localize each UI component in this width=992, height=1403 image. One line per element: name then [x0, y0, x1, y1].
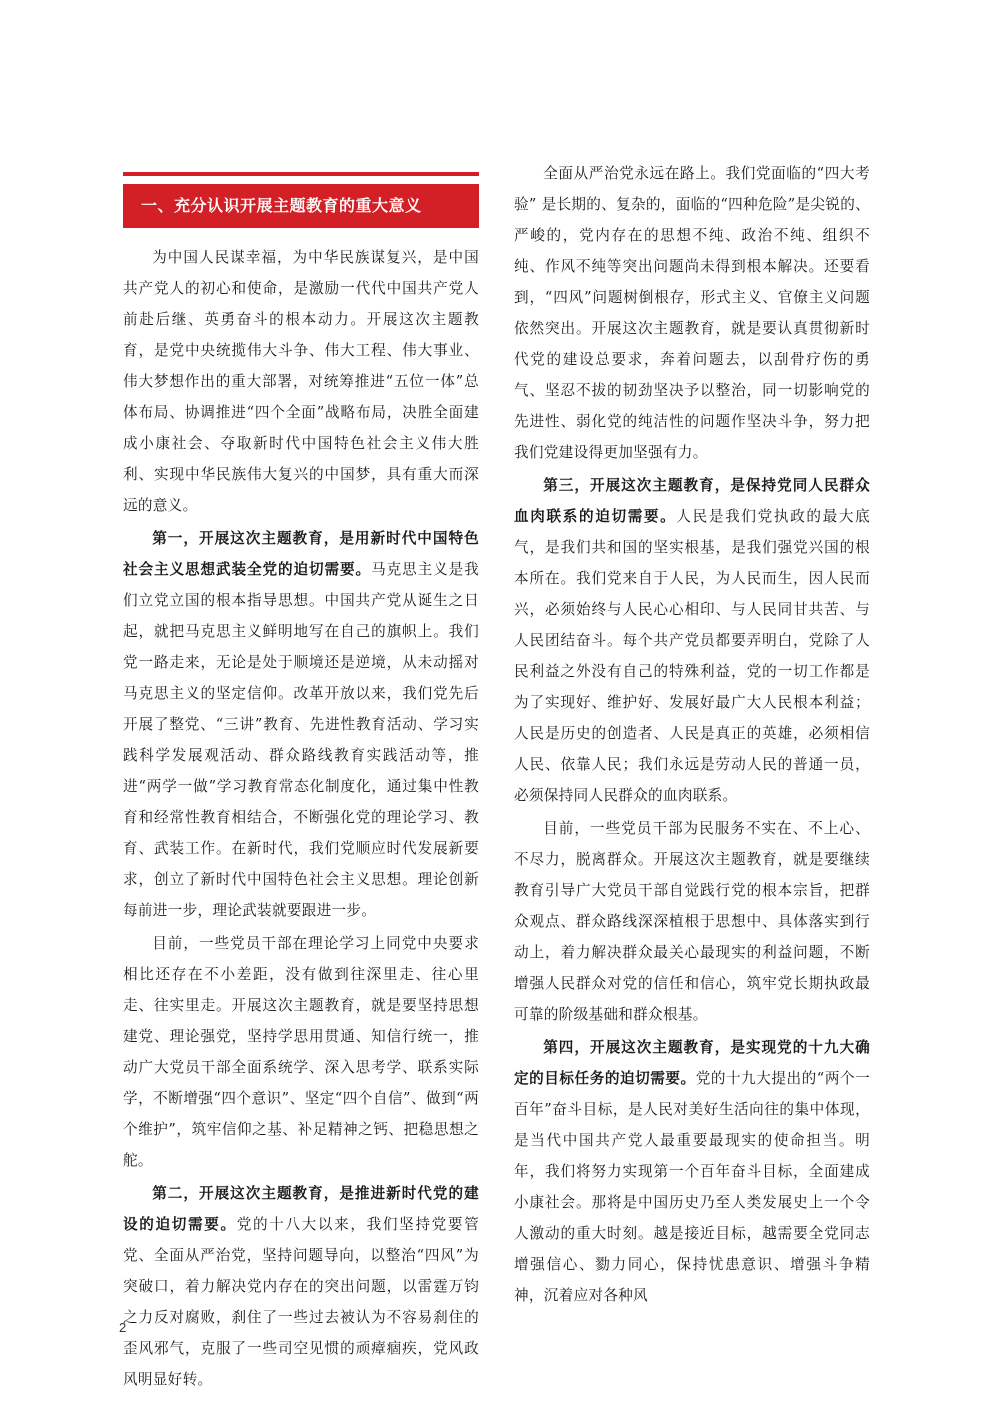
section-title: 一、充分认识开展主题教育的重大意义 — [123, 184, 479, 228]
paragraph-intro: 为中国人民谋幸福，为中华民族谋复兴，是中国共产党人的初心和使命，是激励一代代中国共产党人前赴后继、英勇奋斗的根本动力。开展这次主题教育，是党中央统揽伟大斗争、伟大工程、伟大事业、伟大梦想作出的重大部署，对统筹推进“五位一体”总体布局、协调推进“四个全面”战略布局，决胜全面建成小康社会、夺取新时代中国特色社会主义伟大胜利、实现中华民族伟大复兴的中国梦，具有重大而深远的意义。 — [123, 249, 479, 514]
paragraph-third — [514, 470, 870, 811]
left-column — [123, 0, 479, 1397]
paragraph-fourth — [514, 1032, 870, 1311]
paragraph-second-cont: 全面从严治党永远在路上。我们党面临的“四大考验” 是长期的、复杂的，面临的“四种危险”是尖锐的、严峻的，党内存在的思想不纯、政治不纯、组织不纯、作风不纯等突出问题尚未得到根本解决。还要看到，“四风”问题树倒根存，形式主义、官僚主义问题依然突出。开展这次主题教育，就是要认真贯彻新时代党的建设总要求，奔着问题去，以刮骨疗伤的勇气、坚忍不拔的韧劲坚决予以整治，同一切影响党的先进性、弱化党的纯洁性的问题作坚决斗争，努力把我们党建设得更加坚强有力。 — [514, 165, 870, 461]
page-number: 2 — [119, 1320, 127, 1335]
paragraph-fourth-body: 党的十九大提出的“两个一百年”奋斗目标，是人民对美好生活向往的集中体现，是当代中国共产党人最重要最现实的使命担当。明年，我们将努力实现第一个百年奋斗目标，全面建成小康社会。那将是中国历史乃至人类发展史上一个令人激动的重大时刻。越是接近目标，越需要全党同志增强信心、勠力同心，保持忧患意识、增强斗争精神，沉着应对各种风 — [514, 1070, 870, 1304]
paragraph-fourth-lead: 第四，开展这次主题教育，是实现党的十九大确定的目标任务的迫切需要。 — [514, 1039, 870, 1087]
paragraph-third-lead: 第三，开展这次主题教育，是保持党同人民群众血肉联系的迫切需要。 — [514, 477, 870, 525]
paragraph-third-current: 目前，一些党员干部为民服务不实在、不上心、不尽力，脱离群众。开展这次主题教育，就是要继续教育引导广大党员干部自觉践行党的根本宗旨，把群众观点、群众路线深深植根于思想中、具体落实到行动上，着力解决群众最关心最现实的利益问题，不断增强人民群众对党的信任和信心，筑牢党长期执政最可靠的阶级基础和群众根基。 — [514, 820, 870, 1023]
paragraph-first-body: 马克思主义是我们立党立国的根本指导思想。中国共产党从诞生之日起，就把马克思主义鲜明地写在自己的旗帜上。我们党一路走来，无论是处于顺境还是逆境，从未动摇对马克思主义的坚定信仰。改革开放以来，我们党先后开展了整党、“三讲”教育、先进性教育活动、学习实践科学发展观活动、群众路线教育实践活动等，推进“两学一做”学习教育常态化制度化，通过集中性教育和经常性教育相结合，不断强化党的理论学习、教育、武装工作。在新时代，我们党顺应时代发展新要求，创立了新时代中国特色社会主义思想。理论创新每前进一步，理论武装就要跟进一步。 — [123, 561, 479, 919]
paragraph-first-lead: 第一，开展这次主题教育，是用新时代中国特色社会主义思想武装全党的迫切需要。 — [123, 530, 479, 578]
paragraph-second-body: 党的十八大以来，我们坚持党要管党、全面从严治党，坚持问题导向，以整治“四风”为突破口，着力解决党内存在的突出问题，以雷霆万钧之力反对腐败，刹住了一些过去被认为不容易刹住的歪风邪气，克服了一些司空见惯的顽瘴痼疾，党风政风明显好转。 — [123, 1216, 479, 1388]
section-header — [123, 172, 479, 232]
paragraph-third-body: 人民是我们党执政的最大底气，是我们共和国的坚实根基，是我们强党兴国的根本所在。我们党来自于人民，为人民而生，因人民而兴，必须始终与人民心心相印、与人民同甘共苦、与人民团结奋斗。每个共产党员都要弄明白，党除了人民利益之外没有自己的特殊利益，党的一切工作都是为了实现好、维护好、发展好最广大人民根本利益；人民是历史的创造者、人民是真正的英雄，必须相信人民、依靠人民；我们永远是劳动人民的普通一员，必须保持同人民群众的血肉联系。 — [514, 508, 870, 804]
paragraph-first — [123, 523, 479, 926]
paragraph-second-lead: 第二，开展这次主题教育，是推进新时代党的建设的迫切需要。 — [123, 1185, 479, 1233]
section-rule — [123, 172, 479, 176]
right-column — [514, 158, 870, 1313]
paragraph-first-current: 目前，一些党员干部在理论学习上同党中央要求相比还存在不小差距，没有做到往深里走、往心里走、往实里走。开展这次主题教育，就是要坚持思想建党、理论强党，坚持学思用贯通、知信行统一，推动广大党员干部全面系统学、深入思考学、联系实际学，不断增强“四个意识”、坚定“四个自信”、做到“两个维护”，筑牢信仰之基、补足精神之钙、把稳思想之舵。 — [123, 935, 479, 1169]
paragraph-second — [123, 1178, 479, 1395]
